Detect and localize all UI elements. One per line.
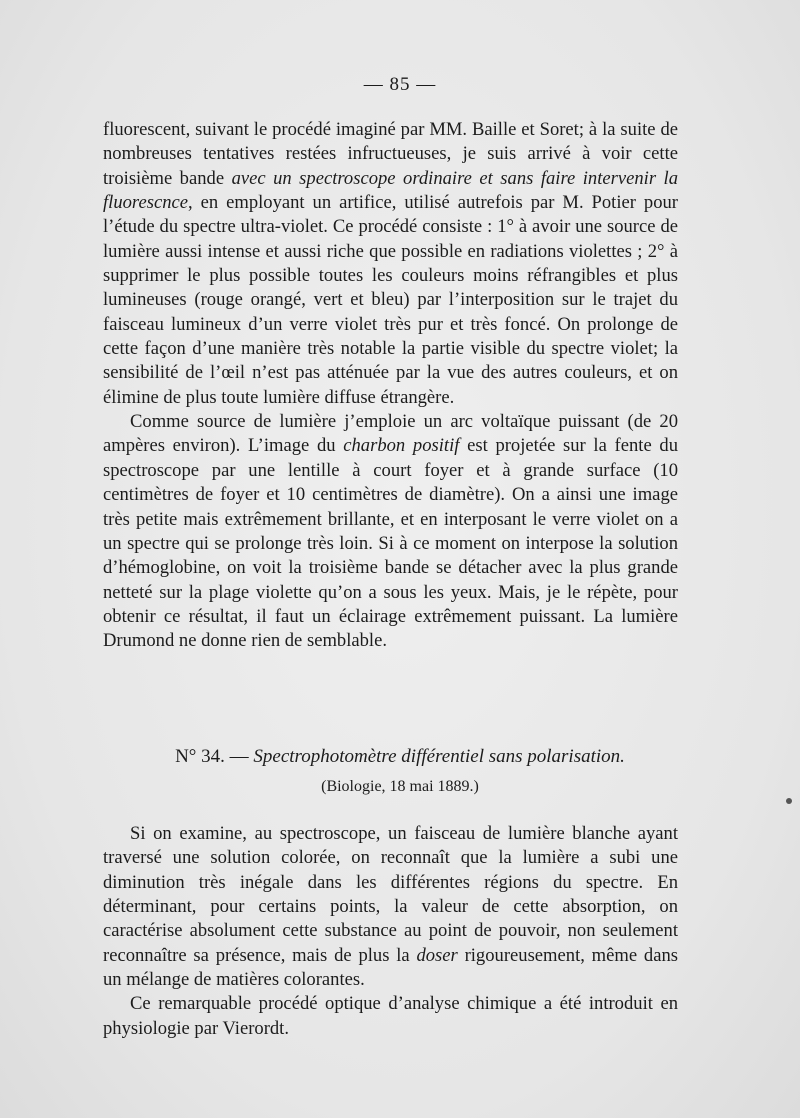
section-heading bbox=[0, 746, 800, 768]
section-number: N° 34. — bbox=[175, 746, 254, 767]
page-number: — 85 — bbox=[363, 74, 437, 95]
text-run: fluorescent, suivant le procédé imaginé par MM. Baille et Soret; à la suite de nombreuses tentatives restées infructueuses, je suis arrivé à voir cette troisième bande bbox=[103, 119, 678, 189]
text-block-top bbox=[103, 118, 678, 654]
paragraph-3 bbox=[103, 822, 678, 992]
italic-text-run: avec un spectroscope ordinaire et sans faire intervenir la fluorescnce bbox=[103, 167, 679, 214]
italic-text-run: doser bbox=[416, 944, 458, 966]
paragraph-4 bbox=[103, 992, 678, 1041]
text-block-bottom bbox=[103, 822, 678, 1041]
italic-text-run: charbon positif bbox=[343, 435, 460, 457]
text-run: Ce remarquable procédé optique d’analyse chimique a été introduit en physiologie par Vierordt. bbox=[103, 993, 678, 1039]
text-run: Comme source de lumière j’emploie un arc voltaïque puissant (de 20 ampères environ). L’image du bbox=[103, 411, 678, 457]
text-run: Si on examine, au spectroscope, un faisceau de lumière blanche ayant traversé une solution colorée, on reconnaît que la lumière a subi une diminution très inégale dans les différentes régions du spectre. En déterminant, pour certains points, la valeur de cette absorption, on caractérise absolument cette substance au point de pouvoir, non seulement reconnaître sa présence, mais de plus la bbox=[103, 823, 678, 966]
text-run: est projetée sur la fente du spectroscope par une lentille à court foyer et à grande surface (10 centimètres de foyer et 10 centimètres de diamètre). On a ainsi une image très petite mais extrêmement brillante, et en interposant le verre violet on a un spectre qui se prolonge très loin. Si à ce moment on interpose la solution d’hémoglobine, on voit la troisième bande se détacher avec la plus grande netteté sur la plage violette qu’on a sous les yeux. Mais, je le répète, pour obtenir ce résultat, il faut un éclairage extrêmement puissant. La lumière Drumond ne donne rien de semblable. bbox=[103, 435, 678, 652]
text-run: rigoureusement, même dans un mélange de matières colorantes. bbox=[103, 944, 678, 991]
section-source: (Biologie, 18 mai 1889.) bbox=[321, 778, 479, 795]
paragraph-1 bbox=[103, 118, 678, 410]
paper-speck bbox=[786, 798, 792, 804]
section-title: Spectrophotomètre différentiel sans polarisation. bbox=[253, 746, 625, 767]
paragraph-2 bbox=[103, 410, 678, 653]
text-run: , en employant un artifice, utilisé autrefois par M. Potier pour l’étude du spectre ultra-violet. Ce procédé consiste : 1° à avoir une source de lumière aussi intense et aussi riche que possible en radiations violettes ; 2° à supprimer le plus possible toutes les couleurs moins réfrangibles et plus lumineuses (rouge orangé, vert et bleu) par l’interposition sur le trajet du faisceau lumineux d’un verre violet très pur et très foncé. On prolonge de cette façon d’une manière très notable la partie visible du spectre violet; la sensibilité de l’œil n’est pas atténuée par la vue des autres couleurs, et on élimine de plus toute lumière diffuse étrangère. bbox=[103, 192, 678, 408]
